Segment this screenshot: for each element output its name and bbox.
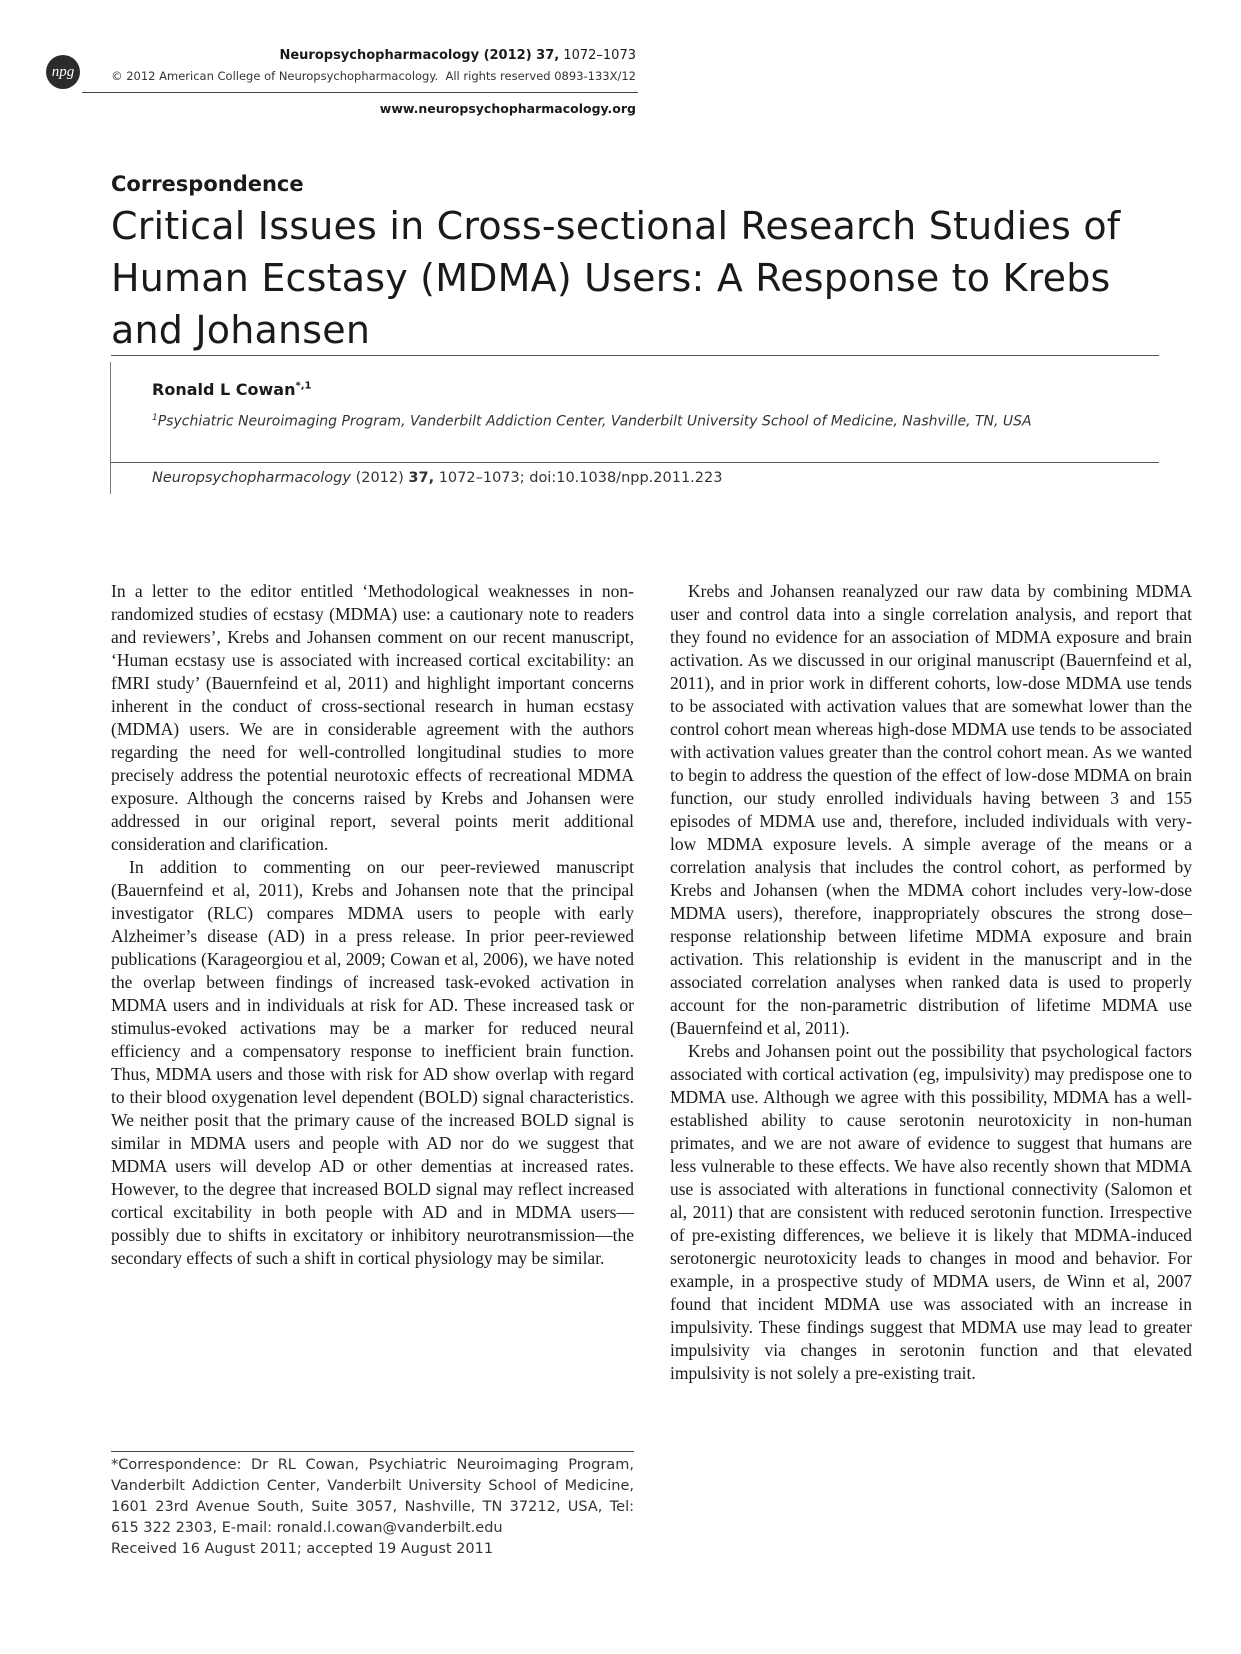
journal-pages: 1072–1073 [563, 48, 636, 63]
author-box-divider [111, 462, 1159, 463]
body-paragraph: In a letter to the editor entitled ‘Methodological weaknesses in non-randomized studies of ecstasy (MDMA) use: a cautionary note to readers and reviewers’, Krebs and Johansen comment on our recent manuscript, ‘Human ecstasy use is associated with increased cortical excitability: an fMRI study’ (Bauernfeind et al, 2011) and highlight important concerns inherent in the conduct of cross-sectional research in human ecstasy (MDMA) users. We are in considerable agreement with the authors regarding the need for well-controlled longitudinal studies to more precisely address the potential neurotoxic effects of recreational MDMA exposure. Although the concerns raised by Krebs and Johansen were addressed in our original report, several points merit additional consideration and clarification. [111, 581, 634, 854]
header-divider [82, 92, 638, 93]
body-paragraph: Krebs and Johansen point out the possibility that psychological factors associated with cortical activation (eg, impulsivity) may predispose one to MDMA use. Although we agree with this possibility, MDMA has a well-established ability to cause serotonin neurotoxicity in non-human primates, and we are not aware of evidence to suggest that humans are less vulnerable to these effects. We have also recently shown that MDMA use is associated with alterations in functional connectivity (Salomon et al, 2011) that are consistent with reduced serotonin function. Irrespective of pre-existing differences, we believe it is likely that MDMA-induced serotonergic neurotoxicity leads to changes in mood and behavior. For example, in a prospective study of MDMA users, de Winn et al, 2007 found that incident MDMA use was associated with an increase in impulsivity. These findings suggest that MDMA use may lead to greater impulsivity via changes in serotonin function and that elevated impulsivity is not solely a pre-existing trait. [670, 1041, 1192, 1383]
article-citation [152, 470, 722, 486]
author-box-top-divider [111, 355, 1159, 356]
body-paragraph: In addition to commenting on our peer-reviewed manuscript (Bauernfeind et al, 2011), Krebs and Johansen note that the principal investigator (RLC) compares MDMA users to people with early Alzheimer’s disease (AD) in a press release. In prior peer-reviewed publications (Karageorgiou et al, 2009; Cowan et al, 2006), we have noted the overlap between findings of increased task-evoked activation in MDMA users and in individuals at risk for AD. These increased task or stimulus-evoked activations may be a marker for reduced neural efficiency and a compensatory response to inefficient brain function. Thus, MDMA users and those with risk for AD show overlap with regard to their blood oxygenation level dependent (BOLD) signal characteristics. We neither posit that the primary cause of the increased BOLD signal is similar in MDMA users and people with AD nor do we suggest that MDMA users will develop AD or other dementias at increased rates. However, to the degree that increased BOLD signal may reflect increased cortical excitability in both people with AD and in MDMA users—possibly due to shifts in excitatory or inhibitory neurotransmission—the secondary effects of such a shift in cortical physiology may be similar. [111, 857, 634, 1268]
body-column-right [670, 580, 1192, 1385]
citation-pages-doi[interactable]: 1072–1073; doi:10.1038/npp.2011.223 [438, 470, 723, 486]
footnote-divider [111, 1451, 634, 1452]
journal-website-link[interactable]: www.neuropsychopharmacology.org [379, 101, 636, 116]
journal-reference [100, 48, 636, 63]
affiliation-text: Psychiatric Neuroimaging Program, Vanderbilt Addiction Center, Vanderbilt University School of Medicine, Nashville, TN, USA [157, 413, 1032, 430]
author-box-left-border [110, 362, 111, 494]
body-column-left [111, 580, 634, 1270]
author-name [152, 380, 311, 399]
body-paragraph: Krebs and Johansen reanalyzed our raw data by combining MDMA user and control data into a single correlation analysis, and report that they found no evidence for an association of MDMA exposure and brain activation. As we discussed in our original manuscript (Bauernfeind et al, 2011), and in prior work in different cohorts, low-dose MDMA use tends to be associated with activation values that are somewhat lower than the control cohort mean whereas high-dose MDMA use tends to be associated with activation values greater than the control cohort mean. As we wanted to begin to address the question of the effect of low-dose MDMA on brain function, our study enrolled individuals having between 3 and 155 episodes of MDMA use and, therefore, included individuals with very-low MDMA exposure levels. A simple average of the means or a correlation analysis that includes the control cohort, as performed by Krebs and Johansen (when the MDMA cohort includes very-low-dose MDMA users), therefore, inappropriately obscures the strong dose–response relationship between lifetime MDMA exposure and brain activation. This relationship is evident in the manuscript and in the associated correlation analyses when ranked data is used to properly account for the non-parametric distribution of lifetime MDMA use (Bauernfeind et al, 2011). [670, 581, 1192, 1038]
correspondence-footnote: *Correspondence: Dr RL Cowan, Psychiatric Neuroimaging Program, Vanderbilt Addiction Center, Vanderbilt University School of Medicine, 1601 23rd Avenue South, Suite 3057, Nashville, TN 37212, USA, Tel: 615 322 2303, E-mail: ronald.l.cowan@vanderbilt.edu [111, 1457, 634, 1536]
affiliation-mark: 1 [152, 413, 158, 423]
npg-logo: npg [46, 55, 80, 89]
citation-volume: 37, [408, 470, 435, 486]
article-title: Critical Issues in Cross-sectional Research Studies of Human Ecstasy (MDMA) Users: A Response to Krebs and Johansen [111, 204, 1121, 352]
copyright-notice: © 2012 American College of Neuropsychopharmacology. All rights reserved 0893-133X/12 [111, 69, 636, 83]
author-name-text: Ronald L Cowan [152, 380, 296, 399]
section-label: Correspondence [111, 172, 304, 196]
author-footnote-marks: *,1 [295, 380, 312, 392]
citation-journal: Neuropsychopharmacology [152, 470, 351, 486]
citation-year: (2012) [355, 470, 404, 486]
journal-name: Neuropsychopharmacology (2012) 37, [279, 48, 560, 63]
received-dates: Received 16 August 2011; accepted 19 August 2011 [111, 1541, 494, 1557]
author-affiliation [152, 413, 1032, 430]
